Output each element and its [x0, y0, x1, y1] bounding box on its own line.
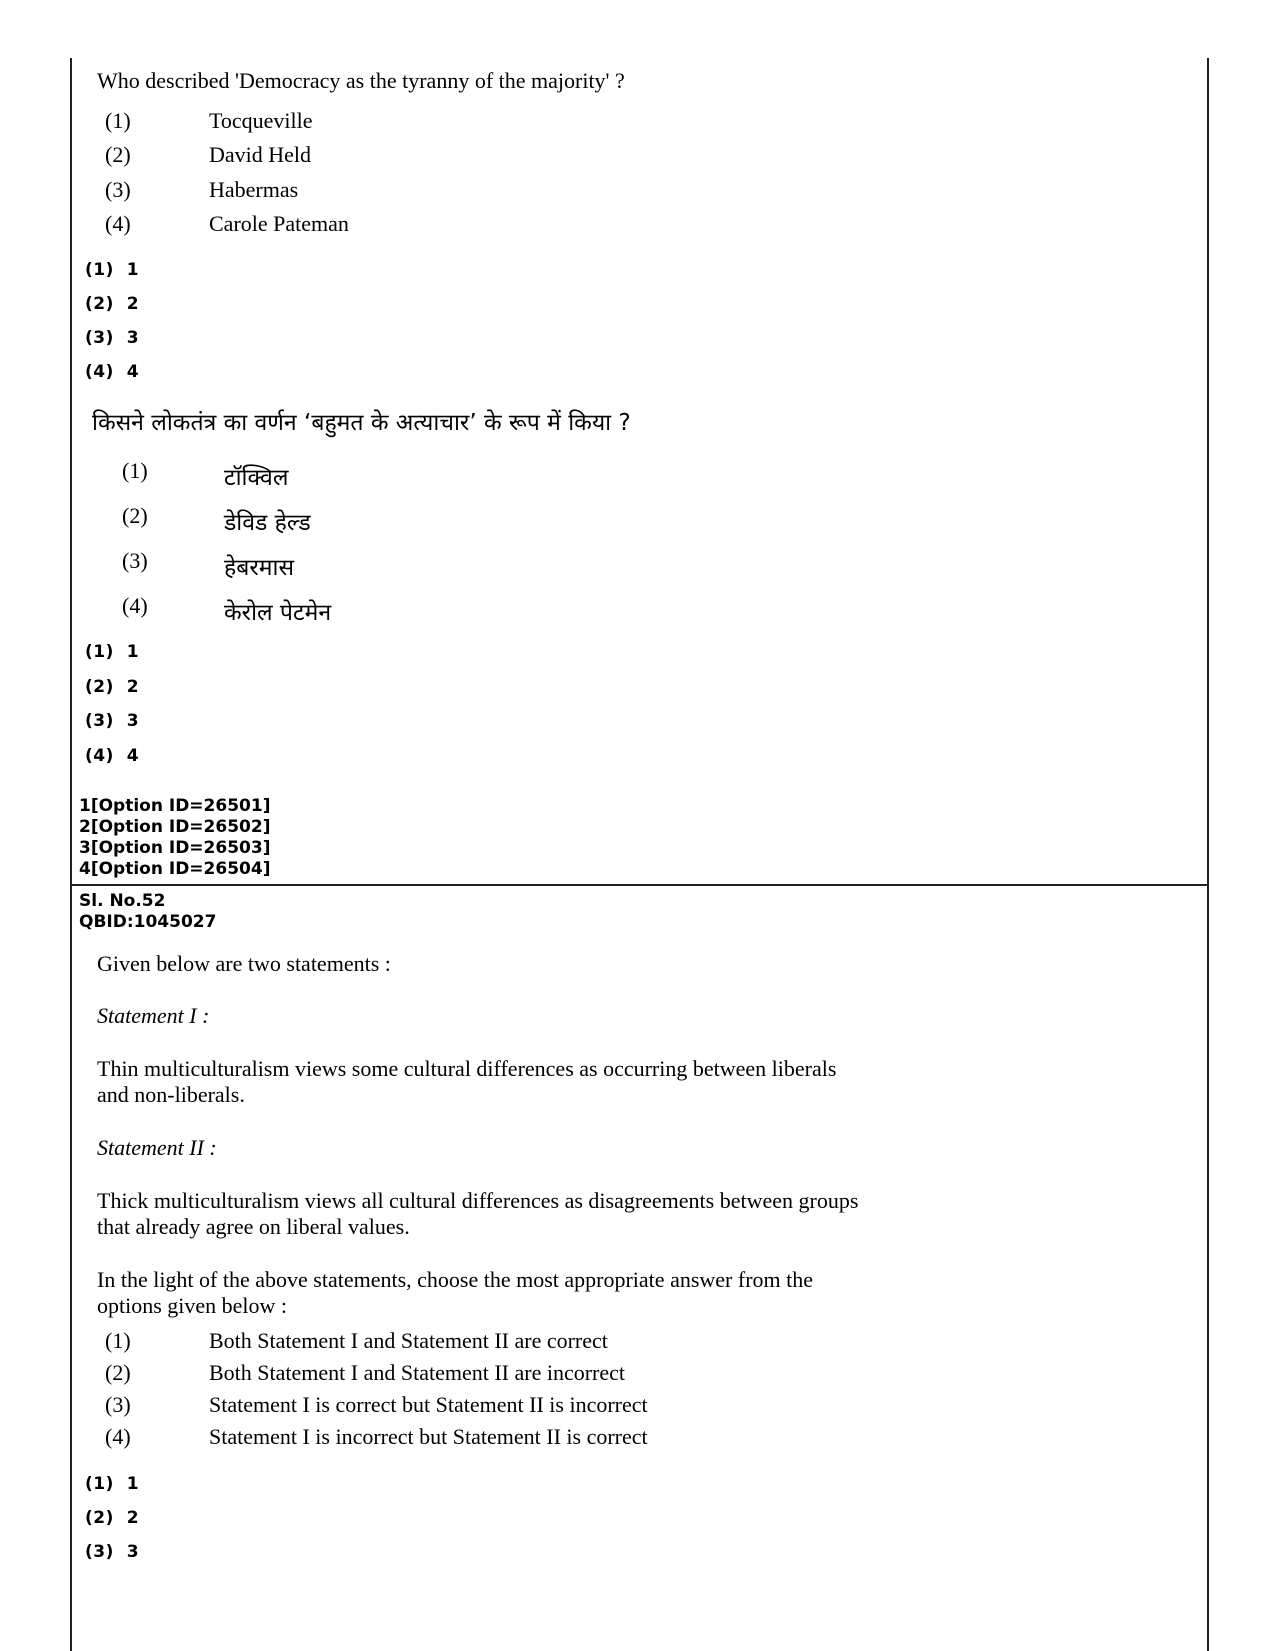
option-text-hi: केरोल पेटमेन	[224, 600, 332, 626]
answer-choice: (2) 2	[85, 677, 140, 697]
option-id: 1[Option ID=26501]	[79, 796, 271, 816]
statement-2-label: Statement II :	[97, 1135, 217, 1160]
option-number: (2)	[105, 1360, 131, 1385]
option-number: (1)	[122, 458, 148, 483]
option-text-hi: डेविड हेल्ड	[224, 510, 311, 536]
option-number: (3)	[105, 177, 131, 202]
question-bank-id: QBID:1045027	[79, 912, 217, 932]
statement-1-line-2: and non-liberals.	[97, 1082, 245, 1107]
answer-choice: (4) 4	[85, 746, 140, 766]
statement-2-line-1: Thick multiculturalism views all cultural differences as disagreements between groups	[97, 1188, 859, 1213]
prompt-line-1: In the light of the above statements, choose the most appropriate answer from the	[97, 1267, 814, 1292]
prompt-line-2: options given below :	[97, 1293, 288, 1318]
option-text: Statement I is incorrect but Statement II is correct	[209, 1424, 648, 1449]
option-number: (2)	[105, 142, 131, 167]
statement-1-line-1: Thin multiculturalism views some cultural differences as occurring between liberals	[97, 1056, 837, 1081]
option-number: (3)	[105, 1392, 131, 1417]
right-border	[1207, 58, 1209, 1651]
option-text: David Held	[209, 142, 312, 167]
option-text-hi: टॉक्विल	[224, 465, 289, 491]
answer-choice: (4) 4	[85, 362, 140, 382]
option-id: 4[Option ID=26504]	[79, 859, 271, 879]
option-text: Tocqueville	[209, 108, 313, 133]
serial-number: Sl. No.52	[79, 891, 166, 911]
option-number: (1)	[105, 1328, 131, 1353]
statement-2-line-2: that already agree on liberal values.	[97, 1214, 410, 1239]
answer-choice: (1) 1	[85, 642, 140, 662]
left-border	[70, 58, 72, 1651]
option-number: (4)	[105, 1424, 131, 1449]
option-number: (4)	[122, 593, 148, 618]
option-text: Habermas	[209, 177, 299, 202]
statement-1-label: Statement I :	[97, 1003, 210, 1028]
option-number: (3)	[122, 548, 148, 573]
option-id: 3[Option ID=26503]	[79, 838, 271, 858]
answer-choice: (3) 3	[85, 711, 140, 731]
option-number: (2)	[122, 503, 148, 528]
question-text-hi: किसने लोकतंत्र का वर्णन ‘बहुमत के अत्याचार’ के रूप में किया ?	[92, 410, 631, 436]
option-id: 2[Option ID=26502]	[79, 817, 271, 837]
answer-choice: (2) 2	[85, 1508, 140, 1528]
section-divider	[70, 884, 1209, 886]
answer-choice: (2) 2	[85, 294, 140, 314]
question-intro: Given below are two statements :	[97, 951, 391, 976]
answer-choice: (1) 1	[85, 260, 140, 280]
option-text: Carole Pateman	[209, 211, 349, 236]
option-text: Both Statement I and Statement II are correct	[209, 1328, 608, 1353]
option-text-hi: हेबरमास	[224, 555, 295, 581]
option-text: Statement I is correct but Statement II is incorrect	[209, 1392, 648, 1417]
option-text: Both Statement I and Statement II are incorrect	[209, 1360, 626, 1385]
answer-choice: (3) 3	[85, 1542, 140, 1562]
option-number: (1)	[105, 108, 131, 133]
question-text-en: Who described 'Democracy as the tyranny of the majority' ?	[97, 68, 625, 93]
answer-choice: (1) 1	[85, 1474, 140, 1494]
answer-choice: (3) 3	[85, 328, 140, 348]
option-number: (4)	[105, 211, 131, 236]
